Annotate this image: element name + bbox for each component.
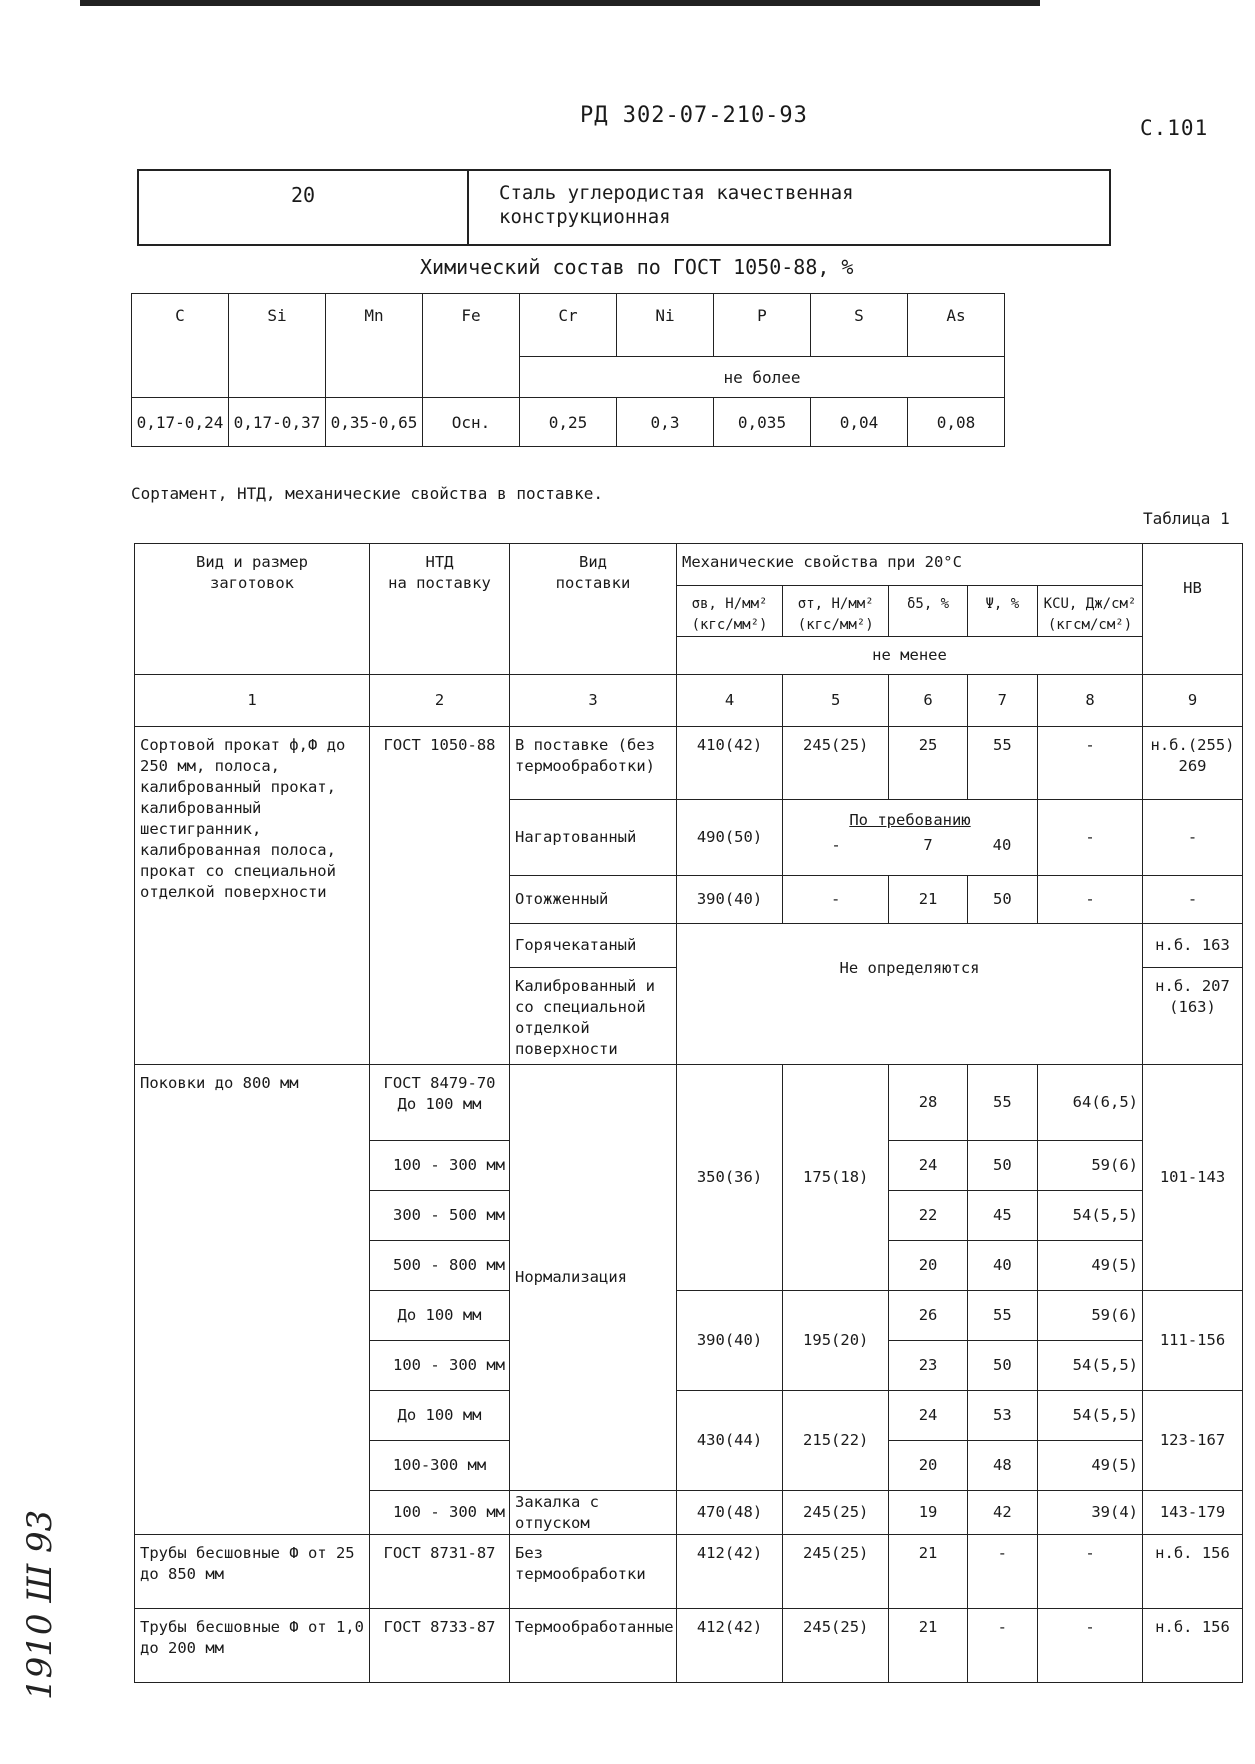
chem-element-as: As	[908, 294, 1005, 357]
header-delivery-type	[510, 544, 677, 675]
g2-ntd	[370, 1065, 510, 1141]
g2a-r4-psi: 40	[967, 1241, 1037, 1291]
g1-r3-kcu: -	[1038, 876, 1143, 924]
g1-r1-sigma-t: 245(25)	[783, 727, 889, 800]
chem-value-p: 0,035	[714, 398, 811, 447]
g2-ntd-std: ГОСТ 8479-70	[383, 1074, 496, 1092]
g1-r2-values	[783, 835, 1037, 856]
g2c-r2-delta5: 20	[889, 1441, 967, 1491]
g4-billet-desc: Трубы бесшовные Ф от 1,0 до 200 мм	[135, 1609, 370, 1683]
kcu-label: KCU, Дж/см²	[1043, 596, 1137, 612]
chem-element-cr: Cr	[520, 294, 617, 357]
g2-size-3: 300 - 500 мм	[370, 1191, 510, 1241]
g1-r2-kcu: -	[1038, 800, 1143, 876]
g2c-r2-psi: 48	[967, 1441, 1037, 1491]
g2a-r1-delta5: 28	[889, 1065, 967, 1141]
g2b-r2-kcu: 54(5,5)	[1038, 1341, 1143, 1391]
g4-delta5: 21	[889, 1609, 967, 1683]
header-delivery-line1: Вид	[579, 553, 607, 571]
sigma-t-unit: (кгс/мм²)	[797, 617, 874, 633]
g2d-sigma-b: 470(48)	[677, 1491, 783, 1535]
handwritten-margin-note: 1910 Ш 93	[20, 1509, 60, 1700]
g1-r1-hb: н.б.(255) 269	[1143, 727, 1243, 800]
g2b-r1-kcu: 59(6)	[1038, 1291, 1143, 1341]
g2b-r2-delta5: 23	[889, 1341, 967, 1391]
chem-element-c: C	[132, 294, 229, 398]
header-ntd	[370, 544, 510, 675]
chem-element-ni: Ni	[617, 294, 714, 357]
g1-r5-hb: н.б. 207 (163)	[1143, 968, 1243, 1065]
g2c-hb: 123-167	[1143, 1391, 1243, 1491]
g1-r1-sigma-b: 410(42)	[677, 727, 783, 800]
g1-r3-sigma-t: -	[783, 876, 889, 924]
g2a-r3-psi: 45	[967, 1191, 1037, 1241]
g2a-r4-kcu: 49(5)	[1038, 1241, 1143, 1291]
g2c-r1-delta5: 24	[889, 1391, 967, 1441]
g1-r5-delivery: Калиброванный и со специальной отделкой поверхности	[510, 968, 677, 1065]
header-ntd-line1: НТД	[425, 553, 454, 571]
g1-ntd: ГОСТ 1050-88	[370, 727, 510, 1065]
header-sigma-t	[783, 586, 889, 637]
g3-delivery: Без термообработки	[510, 1535, 677, 1609]
g3-delta5: 21	[889, 1535, 967, 1609]
g2-heat-treatment-2: Закалка с отпуском	[510, 1491, 677, 1535]
steel-grade-box	[137, 169, 1111, 246]
g3-psi: -	[967, 1535, 1037, 1609]
g2b-hb: 111-156	[1143, 1291, 1243, 1391]
steel-desc-line2: конструкционная	[499, 206, 671, 228]
chem-composition-table	[131, 293, 1005, 447]
g1-billet-desc: Сортовой прокат ф,Ф до 250 мм, полоса, калиброванный прокат, калиброванный шестигранник, калиброванная полоса, прокат со специальной отделкой поверхности	[135, 727, 370, 1065]
header-billet-line1: Вид и размер	[196, 553, 308, 571]
g1-r1-delta5: 25	[889, 727, 967, 800]
g1-r3-psi: 50	[967, 876, 1037, 924]
g4-delivery: Термообработанные	[510, 1609, 677, 1683]
header-hb: НВ	[1143, 544, 1243, 675]
g2d-hb: 143-179	[1143, 1491, 1243, 1535]
g2d-psi: 42	[967, 1491, 1037, 1535]
chem-limit-label: не более	[520, 357, 1005, 398]
g3-hb: н.б. 156	[1143, 1535, 1243, 1609]
g2a-sigma-t: 175(18)	[783, 1065, 889, 1291]
g2a-r3-kcu: 54(5,5)	[1038, 1191, 1143, 1241]
g2-size-4: 500 - 800 мм	[370, 1241, 510, 1291]
chem-value-c: 0,17-0,24	[132, 398, 229, 447]
g2a-r4-delta5: 20	[889, 1241, 967, 1291]
g1-r4-hb: н.б. 163	[1143, 924, 1243, 968]
g2-size-8: 100-300 мм	[370, 1441, 510, 1491]
g1-r2-sigma-b: 490(50)	[677, 800, 783, 876]
page-number: С.101	[1140, 116, 1209, 140]
g1-r2-group	[783, 800, 1038, 876]
header-ntd-line2: на поставку	[388, 574, 491, 592]
g4-ntd: ГОСТ 8733-87	[370, 1609, 510, 1683]
g2a-r1-kcu: 64(6,5)	[1038, 1065, 1143, 1141]
chem-element-fe: Fe	[423, 294, 520, 398]
kcu-unit: (кгсм/см²)	[1047, 617, 1133, 633]
g4-hb: н.б. 156	[1143, 1609, 1243, 1683]
g2c-r2-kcu: 49(5)	[1038, 1441, 1143, 1491]
header-delta5: δ5, %	[889, 586, 967, 637]
g2b-r2-psi: 50	[967, 1341, 1037, 1391]
g2a-r2-psi: 50	[967, 1141, 1037, 1191]
g4-kcu: -	[1038, 1609, 1143, 1683]
steel-description	[469, 171, 1109, 244]
header-mechanical-properties: Механические свойства при 20°С	[677, 544, 1143, 586]
chem-value-fe: Осн.	[423, 398, 520, 447]
g2c-r1-psi: 53	[967, 1391, 1037, 1441]
g2a-hb: 101-143	[1143, 1065, 1243, 1291]
g2-size-9: 100 - 300 мм	[370, 1491, 510, 1535]
g3-sigma-b: 412(42)	[677, 1535, 783, 1609]
g2a-r2-delta5: 24	[889, 1141, 967, 1191]
g1-on-demand-label: По требованию	[849, 811, 971, 829]
g1-r3-delivery: Отожженный	[510, 876, 677, 924]
header-sigma-b	[677, 586, 783, 637]
g2b-r1-delta5: 26	[889, 1291, 967, 1341]
g2c-sigma-b: 430(44)	[677, 1391, 783, 1491]
g2-heat-treatment: Нормализация	[510, 1065, 677, 1491]
g1-r1-psi: 55	[967, 727, 1037, 800]
g1-not-determined: Не определяются	[677, 924, 1143, 1065]
colnum-2: 2	[370, 675, 510, 727]
steel-grade: 20	[139, 171, 469, 244]
g2-size-2: 100 - 300 мм	[370, 1141, 510, 1191]
g3-sigma-t: 245(25)	[783, 1535, 889, 1609]
g4-sigma-t: 245(25)	[783, 1609, 889, 1683]
header-psi: Ψ, %	[967, 586, 1037, 637]
colnum-9: 9	[1143, 675, 1243, 727]
g2a-r2-kcu: 59(6)	[1038, 1141, 1143, 1191]
g2d-delta5: 19	[889, 1491, 967, 1535]
g1-r1-delivery: В поставке (без термообработки)	[510, 727, 677, 800]
g2-size-5: До 100 мм	[370, 1291, 510, 1341]
g1-r3-sigma-b: 390(40)	[677, 876, 783, 924]
g1-r2-delivery: Нагартованный	[510, 800, 677, 876]
g2b-sigma-t: 195(20)	[783, 1291, 889, 1391]
steel-desc-line1: Сталь углеродистая качественная	[499, 182, 854, 204]
sigma-t-label: σт, Н/мм²	[797, 596, 874, 612]
g2b-r1-psi: 55	[967, 1291, 1037, 1341]
chem-value-si: 0,17-0,37	[229, 398, 326, 447]
g1-r2-psi: 40	[992, 836, 1012, 854]
chem-value-cr: 0,25	[520, 398, 617, 447]
chem-element-si: Si	[229, 294, 326, 398]
g3-ntd: ГОСТ 8731-87	[370, 1535, 510, 1609]
g2-size-7: До 100 мм	[370, 1391, 510, 1441]
table-number: Таблица 1	[1143, 509, 1230, 528]
header-billet-type	[135, 544, 370, 675]
chem-composition-title: Химический состав по ГОСТ 1050-88, %	[420, 255, 854, 279]
g2d-kcu: 39(4)	[1038, 1491, 1143, 1535]
g2a-sigma-b: 350(36)	[677, 1065, 783, 1291]
g2c-r1-kcu: 54(5,5)	[1038, 1391, 1143, 1441]
document-code: РД 302-07-210-93	[580, 103, 808, 128]
header-delivery-line2: поставки	[555, 574, 631, 592]
g4-psi: -	[967, 1609, 1037, 1683]
sortament-title: Сортамент, НТД, механические свойства в поставке.	[131, 484, 604, 503]
header-kcu	[1038, 586, 1143, 637]
colnum-7: 7	[967, 675, 1037, 727]
header-min-label: не менее	[677, 637, 1143, 675]
g2b-sigma-b: 390(40)	[677, 1291, 783, 1391]
header-billet-line2: заготовок	[210, 574, 294, 592]
colnum-6: 6	[889, 675, 967, 727]
g2a-r3-delta5: 22	[889, 1191, 967, 1241]
g2a-r1-psi: 55	[967, 1065, 1037, 1141]
g1-r3-hb: -	[1143, 876, 1243, 924]
chem-value-as: 0,08	[908, 398, 1005, 447]
colnum-4: 4	[677, 675, 783, 727]
g2c-sigma-t: 215(22)	[783, 1391, 889, 1491]
chem-element-mn: Mn	[326, 294, 423, 398]
sigma-b-unit: (кгс/мм²)	[691, 617, 768, 633]
g1-r2-hb: -	[1143, 800, 1243, 876]
g2-size-1: До 100 мм	[397, 1095, 482, 1113]
colnum-1: 1	[135, 675, 370, 727]
g4-sigma-b: 412(42)	[677, 1609, 783, 1683]
chem-value-s: 0,04	[811, 398, 908, 447]
chem-element-s: S	[811, 294, 908, 357]
chem-element-p: P	[714, 294, 811, 357]
g3-billet-desc: Трубы бесшовные Ф от 25 до 850 мм	[135, 1535, 370, 1609]
g2-billet-desc: Поковки до 800 мм	[135, 1065, 370, 1535]
colnum-5: 5	[783, 675, 889, 727]
top-border-line	[80, 0, 1040, 6]
g1-r4-delivery: Горячекатаный	[510, 924, 677, 968]
g2d-sigma-t: 245(25)	[783, 1491, 889, 1535]
g1-r1-kcu: -	[1038, 727, 1143, 800]
mechanical-properties-table	[134, 543, 1243, 1683]
chem-value-ni: 0,3	[617, 398, 714, 447]
g1-r2-sigma-t: -	[831, 836, 841, 854]
sigma-b-label: σв, Н/мм²	[691, 596, 768, 612]
g1-r2-delta5: 7	[923, 836, 933, 854]
g2-size-6: 100 - 300 мм	[370, 1341, 510, 1391]
colnum-3: 3	[510, 675, 677, 727]
g3-kcu: -	[1038, 1535, 1143, 1609]
g1-r3-delta5: 21	[889, 876, 967, 924]
colnum-8: 8	[1038, 675, 1143, 727]
chem-value-mn: 0,35-0,65	[326, 398, 423, 447]
